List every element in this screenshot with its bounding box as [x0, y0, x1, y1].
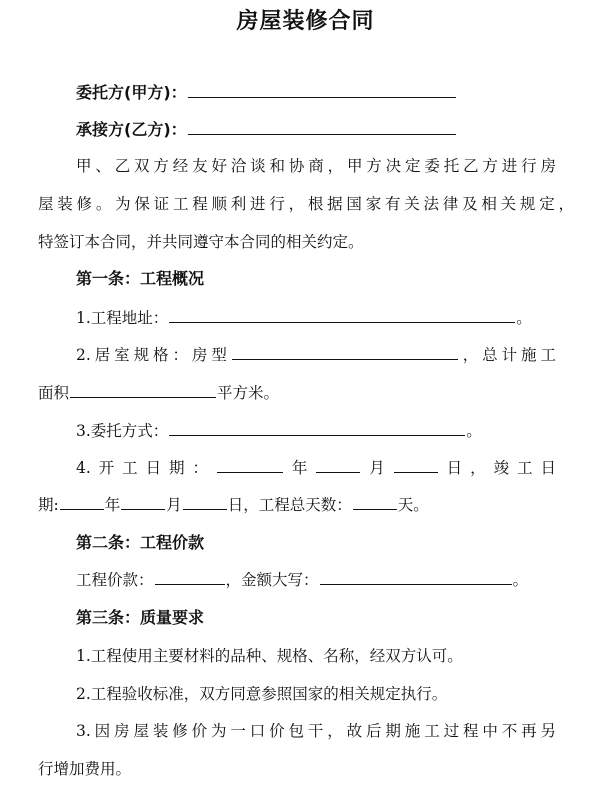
article-1-heading: 第一条：工程概况: [76, 269, 205, 288]
amount-in-words-blank: [320, 567, 512, 585]
project-address-period: 。: [516, 309, 532, 327]
document-title: 房屋装修合同: [236, 9, 375, 34]
quality-item-2: 2.工程验收标准，双方同意参照国家的相关规定执行。: [76, 685, 448, 703]
party-a-blank: [188, 80, 456, 98]
start-day-label: 日: [438, 459, 471, 477]
room-spec-label: 2.居室规格：房型: [76, 346, 231, 364]
project-price-line: [76, 567, 611, 593]
quality-item-3-line-2: 行增加费用。: [38, 760, 132, 778]
delegation-method-period: 。: [466, 422, 482, 440]
project-price-period: 。: [512, 571, 529, 589]
completion-month-label: 月: [166, 496, 182, 514]
start-month-blank: [316, 455, 360, 473]
start-date-label: 4.开工日期：: [76, 459, 216, 477]
intro-line-2: 屋装修。为保证工程顺利进行，根据国家有关法律及相关规定，: [38, 195, 574, 213]
party-b-label: 承接方(乙方)：: [76, 120, 187, 139]
project-address-label: 1.工程地址：: [76, 309, 169, 327]
party-b-blank: [188, 117, 456, 135]
party-b-line: [76, 117, 611, 143]
completion-month-blank: [121, 492, 165, 510]
project-address-blank: [169, 305, 515, 323]
completion-year-blank: [60, 492, 104, 510]
completion-day-blank: [183, 492, 227, 510]
project-price-blank: [155, 567, 225, 585]
start-day-blank: [394, 455, 438, 473]
area-blank: [70, 380, 216, 398]
intro-line-3: 特签订本合同，并共同遵守本合同的相关约定。: [38, 233, 364, 251]
room-spec-line: [76, 342, 556, 368]
article-2-heading: 第二条：工程价款: [76, 533, 205, 552]
total-days-blank: [353, 492, 397, 510]
start-month-label: 月: [361, 459, 393, 477]
start-year-blank: [217, 455, 283, 473]
area-suffix: 平方米。: [217, 384, 280, 402]
area-line: [38, 380, 574, 406]
quality-item-1: 1.工程使用主要材料的品种、规格、名称，经双方认可。: [76, 647, 463, 665]
start-date-line: [76, 455, 556, 481]
project-price-label: 工程价款：: [76, 571, 154, 589]
project-address-line: [76, 305, 611, 331]
total-days-label: 日，工程总天数：: [227, 496, 352, 514]
delegation-method-line: [76, 418, 611, 444]
completion-date-label: ，竣工日: [470, 459, 556, 477]
area-prefix: 面积: [38, 384, 70, 402]
article-3-heading: 第三条：质量要求: [76, 608, 205, 627]
completion-prefix: 期:: [38, 496, 59, 514]
room-type-blank: [232, 342, 458, 360]
completion-date-line: [38, 492, 574, 518]
delegation-method-blank: [169, 418, 465, 436]
quality-item-3-line-1: 3.因房屋装修价为一口价包干，故后期施工过程中不再另: [76, 722, 556, 740]
completion-year-label: 年: [104, 496, 121, 514]
delegation-method-label: 3.委托方式：: [76, 422, 169, 440]
party-a-label: 委托方(甲方)：: [76, 83, 187, 102]
amount-in-words-label: ，金额大写：: [225, 571, 319, 589]
room-spec-mid: ，总计施工: [458, 346, 556, 364]
start-year-label: 年: [283, 459, 316, 477]
total-days-suffix: 天。: [397, 496, 429, 514]
intro-line-1: 甲、乙双方经友好洽谈和协商，甲方决定委托乙方进行房: [76, 157, 556, 175]
party-a-line: [76, 80, 611, 106]
